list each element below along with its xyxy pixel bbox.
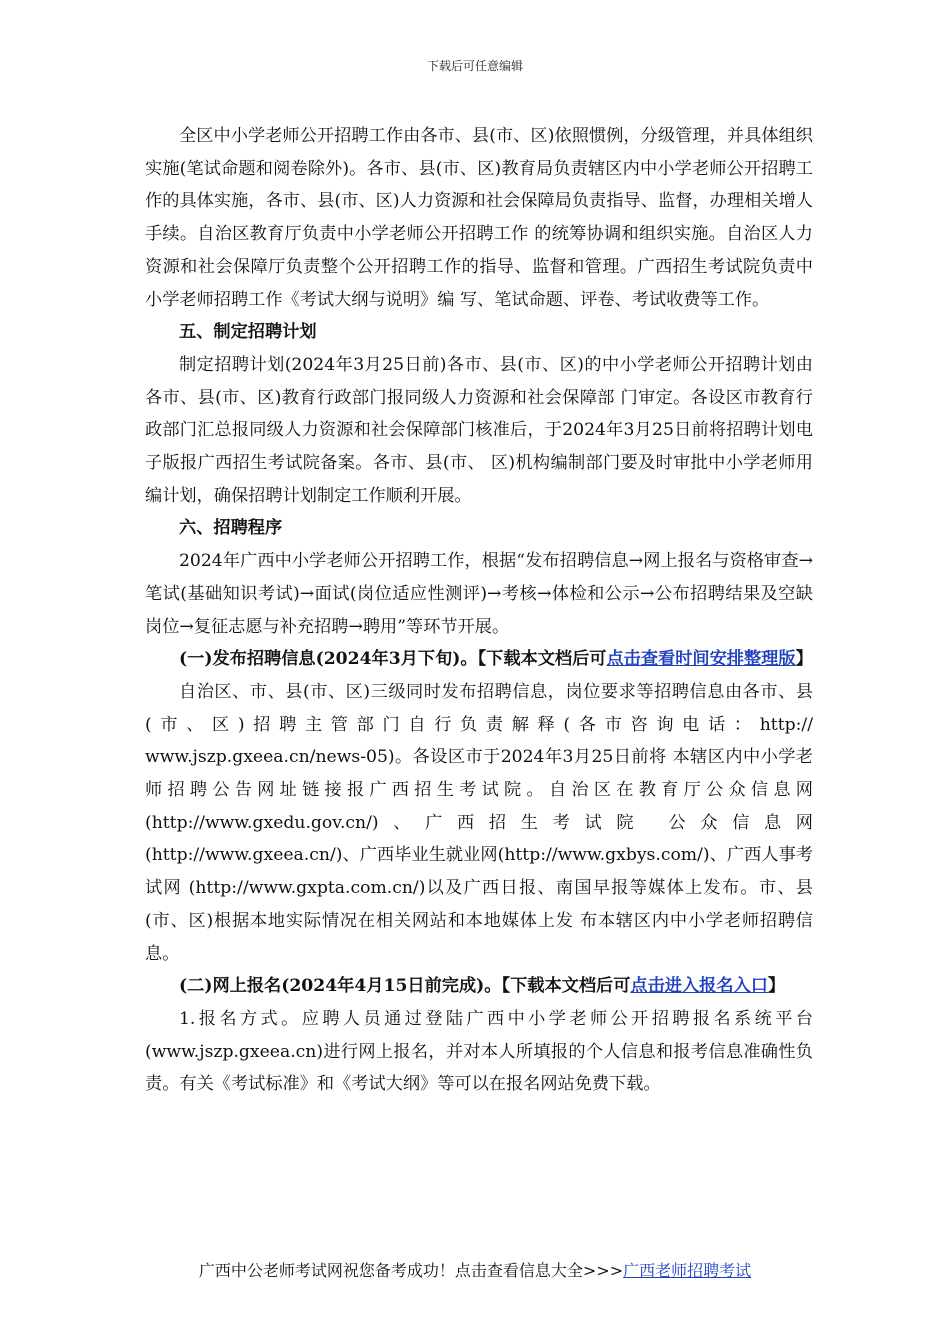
page-header: 下载后可任意编辑 (426, 59, 523, 73)
footer-text: 广西中公老师考试网祝您备考成功！点击查看信息大全>>> (198, 1261, 624, 1280)
subheading-online-registration (145, 970, 813, 1003)
paragraph-plan: 制定招聘计划(2024年3月25日前)各市、县(市、区)的中小学老师公开招聘计划由各市、县(市、区)教育行政部门报同级人力资源和社会保障部 门审定。各设区市教育行政部门汇总报同级人力资源和社会保障部门核准后，于2024年3月25日前将招聘计划电子版报广西招生考试院备案。各市、县(市、 区)机构编制部门要及时审批中小学老师用编计划，确保招聘计划制定工作顺利开展。 (145, 354, 813, 506)
heading-section-5: 五、制定招聘计划 (179, 322, 317, 343)
subheading-publish-info-close: 】 (795, 649, 813, 670)
paragraph-registration-method: 1.报名方式。应聘人员通过登陆广西中小学老师公开招聘报名系统平台(www.jszp.gxeea.cn)进行网上报名，并对本人所填报的个人信息和报考信息准确性负责。有关《考试标准》和《考试大纲》等可以在报名网站免费下载。 (145, 1008, 813, 1095)
subheading-publish-info (145, 643, 813, 676)
paragraph-publish-info: 自治区、市、县(市、区)三级同时发布招聘信息，岗位要求等招聘信息由各市、县(市、区)招聘主管部门自行负责解释(各市咨询电话：http:// www.jszp.gxeea.cn/news-05)。各设区市于2024年3月25日前将 本辖区内中小学老师招聘公告网址链接报广西招生考试院。自治区在教育厅公众信息网(http://www.gxedu.gov.cn/)、广西招生考试院 公众信息网(http://www.gxeea.cn/)、广西毕业生就业网(http://www.gxbys.com/)、广西人事考试网 (http://www.gxpta.com.cn/)以及广西日报、南国早报等媒体上发布。市、县(市、区)根据本地实际情况在相关网站和本地媒体上发 布本辖区内中小学老师招聘信息。 (145, 681, 813, 964)
subheading-online-registration-text: (二)网上报名(2024年4月15日前完成)。【下载本文档后可 (179, 976, 631, 997)
paragraph-procedure: 2024年广西中小学老师公开招聘工作，根据“发布招聘信息→网上报名与资格审查→笔试(基础知识考试)→面试(岗位适应性测评)→考核→体检和公示→公布招聘结果及空缺岗位→复征志愿与补充招聘→聘用”等环节开展。 (145, 551, 813, 637)
subheading-online-registration-close: 】 (767, 976, 786, 997)
paragraph-organization: 全区中小学老师公开招聘工作由各市、县(市、区)依照惯例，分级管理，并具体组织实施(笔试命题和阅卷除外)。各市、县(市、区)教育局负责辖区内中小学老师公开招聘工作的具体实施，各市、县(市、区)人力资源和社会保障局负责指导、监督，办理相关增人手续。自治区教育厅负责中小学老师公开招聘工作 的统筹协调和组织实施。自治区人力资源和社会保障厅负责整个公开招聘工作的指导、监督和管理。广西招生考试院负责中小学老师招聘工作《考试大纲与说明》编 写、笔试命题、评卷、考试收费等工作。 (145, 126, 813, 310)
document-body (145, 120, 813, 1101)
heading-section-6: 六、招聘程序 (179, 518, 283, 539)
footer-link[interactable]: 广西老师招聘考试 (623, 1261, 752, 1280)
page-footer (0, 1258, 950, 1281)
subheading-publish-info-text: (一)发布招聘信息(2024年3月下旬)。【下载本文档后可 (179, 649, 607, 670)
schedule-link[interactable]: 点击查看时间安排整理版 (606, 649, 796, 670)
registration-link[interactable]: 点击进入报名入口 (630, 976, 768, 997)
